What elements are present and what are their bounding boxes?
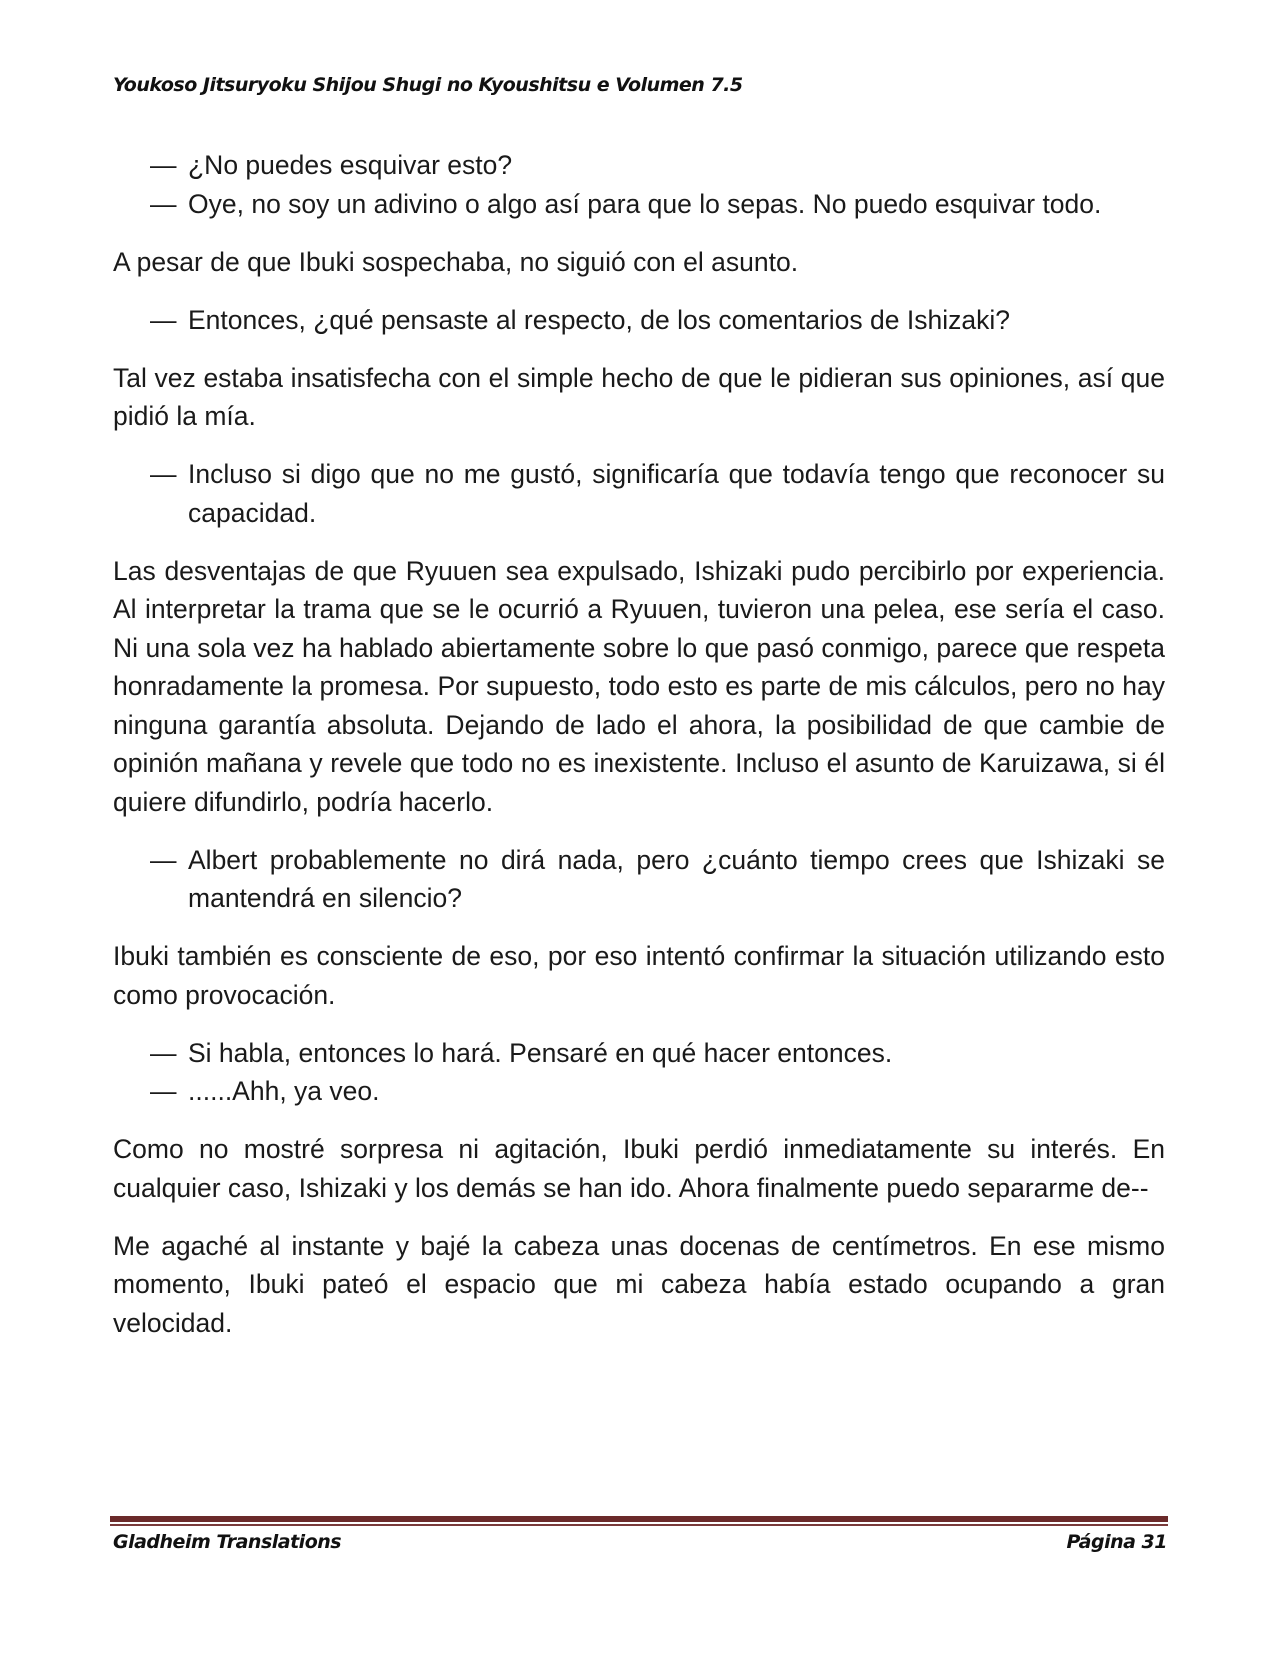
dialogue-group (113, 301, 1165, 340)
dialogue-group (113, 841, 1165, 918)
em-dash: — (150, 150, 177, 180)
em-dash: — (150, 1076, 177, 1106)
paragraph: Como no mostré sorpresa ni agitación, Ibuki perdió inmediatamente su interés. En cualquier caso, Ishizaki y los demás se han ido. Ahora finalmente puedo separarme de-- (113, 1134, 1165, 1203)
em-dash: — (150, 188, 177, 219)
em-dash: — (150, 1037, 177, 1068)
dialogue-line: — Entonces, ¿qué pensaste al respecto, de los comentarios de Ishizaki? (113, 301, 1165, 340)
dialogue-group (113, 146, 1165, 223)
em-dash: — (150, 304, 177, 335)
page-body (113, 146, 1165, 1362)
dialogue-line: — Si habla, entonces lo hará. Pensaré en qué hacer entonces. (113, 1034, 1165, 1073)
footer-divider (110, 1516, 1168, 1527)
dialogue-line: — ¿No puedes esquivar esto? (113, 146, 1165, 185)
paragraph: A pesar de que Ibuki sospechaba, no siguió con el asunto. (113, 246, 799, 277)
dialogue-line: — Oye, no soy un adivino o algo así para que lo sepas. No puedo esquivar todo. (113, 185, 1165, 224)
dialogue-line: — Incluso si digo que no me gustó, significaría que todavía tengo que reconocer su capacidad. (113, 455, 1165, 532)
dialogue-group (113, 1034, 1165, 1111)
em-dash: — (150, 459, 177, 489)
paragraph: Las desventajas de que Ryuuen sea expulsado, Ishizaki pudo percibirlo por experiencia. Al interpretar la trama que se le ocurrió a Ryuuen, tuvieron una pelea, ese sería el caso. Ni una sola vez ha hablado abiertamente sobre lo que pasó conmigo, parece que respeta honradamente la promesa. Por supuesto, todo esto es parte de mis cálculos, pero no hay ninguna garantía absoluta. Dejando de lado el ahora, la posibilidad de que cambie de opinión mañana y revele que todo no es inexistente. Incluso el asunto de Karuizawa, si él quiere difundirlo, podría hacerlo. (113, 555, 1165, 817)
page-number: Página 31 (1066, 1531, 1167, 1553)
running-header: Youkoso Jitsuryoku Shijou Shugi no Kyoushitsu e Volumen 7.5 (113, 74, 743, 96)
dialogue-line: — Albert probablemente no dirá nada, pero ¿cuánto tiempo crees que Ishizaki se mantendrá en silencio? (113, 841, 1165, 918)
paragraph: Me agaché al instante y bajé la cabeza unas docenas de centímetros. En ese mismo momento, Ibuki pateó el espacio que mi cabeza había estado ocupando a gran velocidad. (113, 1230, 1165, 1338)
paragraph: Tal vez estaba insatisfecha con el simple hecho de que le pidieran sus opiniones, así que pidió la mía. (113, 362, 1165, 431)
dialogue-group (113, 455, 1165, 532)
footer-divider-thick (110, 1516, 1168, 1522)
paragraph: Ibuki también es consciente de eso, por eso intentó confirmar la situación utilizando esto como provocación. (113, 941, 1165, 1010)
footer-divider-thin (110, 1524, 1168, 1526)
em-dash: — (150, 844, 177, 875)
footer-publisher: Gladheim Translations (113, 1531, 342, 1553)
dialogue-line: — ......Ahh, ya veo. (113, 1072, 1165, 1111)
